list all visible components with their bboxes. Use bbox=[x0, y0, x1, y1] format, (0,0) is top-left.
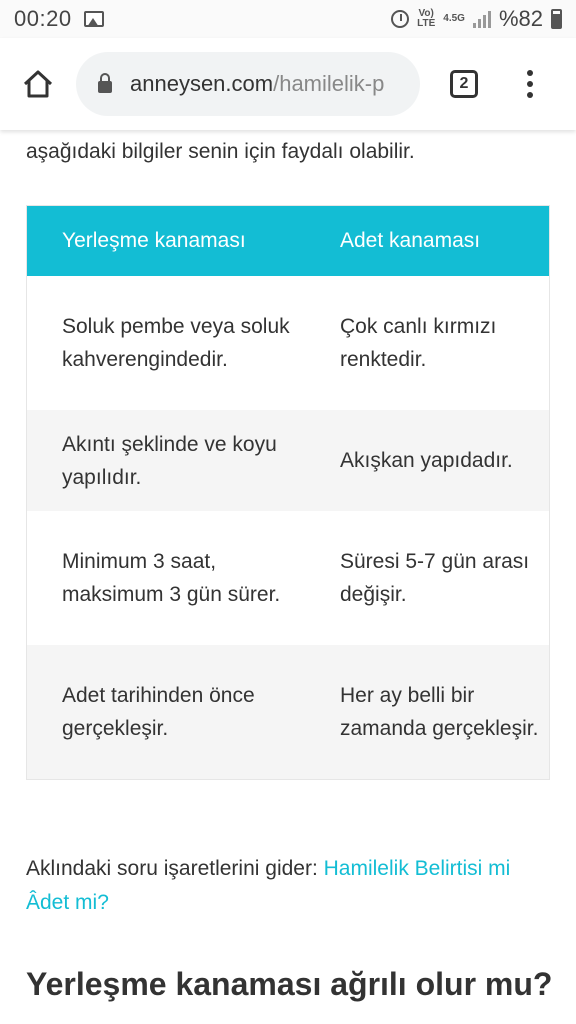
comparison-table bbox=[26, 205, 550, 780]
network-type: 4.5G bbox=[443, 13, 465, 24]
table-row bbox=[27, 276, 549, 410]
url-domain: anneysen.com bbox=[130, 71, 274, 96]
status-time: 00:20 bbox=[14, 6, 72, 31]
lock-icon bbox=[98, 81, 112, 93]
address-bar[interactable] bbox=[76, 52, 420, 116]
signal-icon bbox=[473, 10, 491, 28]
table-row bbox=[27, 410, 549, 511]
alarm-icon bbox=[391, 10, 409, 28]
overflow-menu-button[interactable] bbox=[520, 70, 540, 98]
intro-text: aşağıdaki bilgiler senin için faydalı olabilir. bbox=[26, 140, 415, 163]
menu-dot-icon bbox=[527, 70, 533, 76]
home-button[interactable] bbox=[0, 38, 76, 130]
status-bar bbox=[0, 0, 576, 38]
status-icons bbox=[391, 6, 562, 32]
table-header bbox=[27, 206, 549, 276]
volte-indicator: Vo) LTE bbox=[417, 8, 436, 29]
table-cell: Adet tarihinden önce gerçekleşir. bbox=[62, 684, 255, 740]
battery-percentage: %82 bbox=[498, 6, 543, 31]
url-path: /hamilelik-p bbox=[273, 71, 385, 96]
table-cell: Her ay belli bir zamanda gerçekleşir. bbox=[340, 684, 539, 740]
question-text: Aklındaki soru işaretlerini gider: bbox=[26, 857, 324, 880]
menu-dot-icon bbox=[527, 92, 533, 98]
table-row bbox=[27, 511, 549, 645]
table-cell: Soluk pembe veya soluk kahverengindedir. bbox=[62, 315, 290, 371]
section-heading: Yerleşme kanaması ağrılı olur mu? bbox=[26, 966, 553, 1002]
table-cell: Akışkan yapıdadır. bbox=[340, 449, 513, 472]
menu-dot-icon bbox=[527, 81, 533, 87]
question-link[interactable]: Hamilelik Belirtisi mi Âdet mi? bbox=[26, 857, 511, 914]
battery-icon bbox=[551, 9, 562, 29]
browser-toolbar bbox=[0, 38, 576, 130]
table-cell: Akıntı şeklinde ve koyu yapılıdır. bbox=[62, 432, 277, 489]
question-paragraph bbox=[26, 852, 550, 920]
tab-switcher-button[interactable]: 2 bbox=[450, 70, 478, 98]
table-header-cell: Adet kanaması bbox=[340, 229, 481, 252]
table-cell: Süresi 5-7 gün arası değişir. bbox=[340, 550, 530, 606]
image-notification-icon bbox=[84, 11, 104, 27]
table-row bbox=[27, 645, 549, 779]
table-header-cell: Yerleşme kanaması bbox=[62, 229, 246, 252]
table-cell: Minimum 3 saat, maksimum 3 gün sürer. bbox=[62, 550, 281, 606]
table-cell: Çok canlı kırmızı renktedir. bbox=[340, 315, 497, 371]
home-icon bbox=[22, 69, 54, 99]
